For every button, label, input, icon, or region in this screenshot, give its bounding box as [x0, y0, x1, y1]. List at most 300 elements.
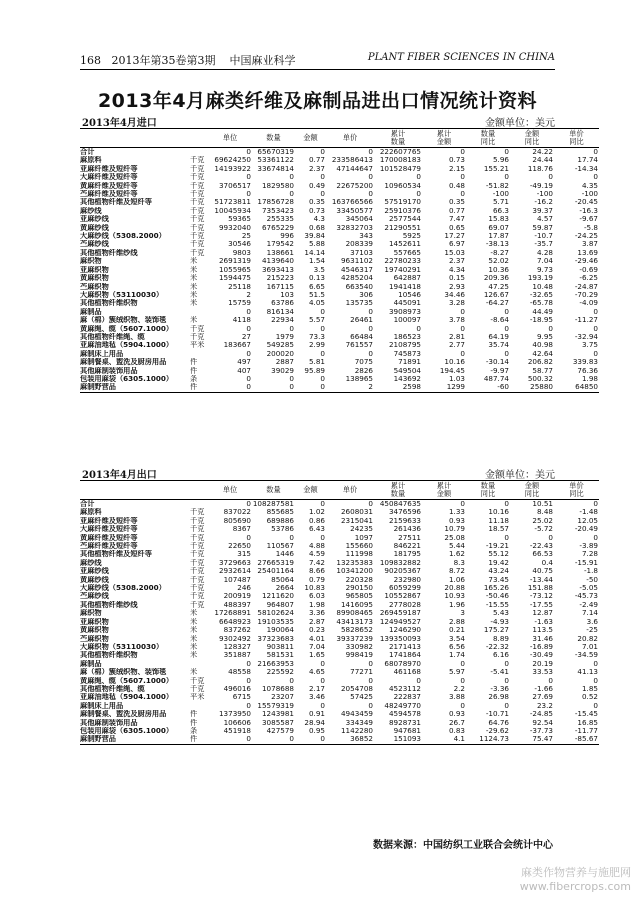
- value-cell: 0: [460, 307, 465, 316]
- value-cell: 17.74: [577, 156, 598, 165]
- value-cell: 1097: [354, 533, 373, 542]
- unit-cell: 米: [190, 265, 198, 274]
- value-cell: 10546: [398, 290, 421, 299]
- value-cell: 76.36: [577, 366, 598, 375]
- value-cell: 58.77: [532, 366, 553, 375]
- value-cell: 17.27: [444, 232, 465, 241]
- value-cell: 2608031: [340, 508, 373, 517]
- value-cell: 0.23: [308, 626, 325, 635]
- value-cell: 39.84: [304, 232, 325, 241]
- row-label: 亚麻油地毡（5904.1000）: [80, 341, 174, 350]
- value-cell: 0.93: [448, 710, 465, 719]
- row-label: 其他植物纤维纱线: [80, 600, 138, 609]
- table-row: [80, 534, 599, 542]
- value-cell: 33.53: [532, 668, 553, 677]
- table-row: [80, 182, 599, 190]
- value-cell: 25880: [510, 383, 554, 392]
- value-cell: -1.63: [534, 617, 553, 626]
- unit-cell: [188, 350, 208, 358]
- value-cell: 7.04: [308, 642, 325, 651]
- table-row: [80, 677, 599, 685]
- value-cell: 151093: [374, 735, 422, 744]
- column-header: [80, 129, 188, 148]
- value-cell: 0: [416, 173, 421, 182]
- value-cell: 209.36: [483, 274, 509, 283]
- value-cell: 64850: [554, 383, 599, 392]
- value-cell: -38.13: [485, 240, 509, 249]
- row-label: 黄麻纱线: [80, 223, 109, 232]
- value-cell: 500.32: [527, 374, 553, 383]
- value-cell: 1246290: [388, 626, 421, 635]
- value-cell: 52.02: [488, 257, 509, 266]
- value-cell: 8.48: [536, 508, 553, 517]
- value-cell: 206.82: [527, 358, 553, 367]
- unit-cell: 千克: [190, 190, 205, 199]
- value-cell: 965805: [345, 592, 373, 601]
- value-cell: 3.5: [313, 265, 325, 274]
- export-unit-note: 金额单位：美元: [485, 470, 555, 481]
- unit-cell: 米: [190, 257, 198, 266]
- value-cell: 39.37: [532, 206, 553, 215]
- value-cell: 0: [295, 735, 326, 744]
- column-header: 单价: [326, 481, 374, 500]
- import-unit-note: 金额单位：美元: [485, 118, 555, 129]
- row-label: 麻制野营品: [80, 735, 188, 744]
- row-label: 大麻纱线（5308.2000）: [80, 232, 166, 241]
- value-cell: 233586413: [331, 156, 373, 165]
- row-label: 合计: [80, 147, 95, 156]
- value-cell: 53361122: [257, 156, 294, 165]
- unit-cell: 米: [190, 609, 198, 618]
- value-cell: 805690: [223, 516, 251, 525]
- table-row: [80, 727, 599, 735]
- value-cell: 20.82: [577, 634, 598, 643]
- value-cell: -65.78: [529, 299, 553, 308]
- value-cell: 0: [460, 324, 465, 333]
- row-label: 苎麻纱线: [80, 240, 109, 249]
- value-cell: 4.65: [308, 668, 325, 677]
- value-cell: 0: [368, 190, 373, 199]
- value-cell: 0: [460, 190, 465, 199]
- column-header: 累计 数量: [374, 129, 422, 148]
- table-row: [80, 601, 599, 609]
- value-cell: 109832882: [379, 558, 421, 567]
- value-cell: 10.93: [444, 592, 465, 601]
- value-cell: 745873: [393, 349, 421, 358]
- value-cell: 0: [504, 349, 509, 358]
- row-label: 苎麻纱线: [80, 592, 109, 601]
- value-cell: 6059299: [388, 584, 421, 593]
- value-cell: 0.73: [308, 206, 325, 215]
- unit-cell: 平米: [190, 693, 205, 702]
- table-row: [80, 274, 599, 282]
- value-cell: 0: [246, 676, 251, 685]
- row-label: 大麻纱线（5308.2000）: [80, 584, 166, 593]
- value-cell: 6.16: [492, 651, 509, 660]
- value-cell: 111998: [345, 550, 373, 559]
- value-cell: 6715: [232, 693, 251, 702]
- row-label: 合计: [80, 499, 95, 508]
- value-cell: 330982: [345, 642, 373, 651]
- value-cell: 0: [320, 349, 325, 358]
- value-cell: 2.37: [308, 164, 325, 173]
- value-cell: -64.27: [485, 299, 509, 308]
- value-cell: 7.28: [581, 550, 598, 559]
- watermark-text: 麻类作物营养与施肥网 www.fibercrops.com: [519, 866, 631, 893]
- value-cell: 3.88: [448, 693, 465, 702]
- value-cell: 6.03: [308, 592, 325, 601]
- unit-cell: 米: [190, 651, 198, 660]
- value-cell: 0.77: [308, 156, 325, 165]
- value-cell: 0.83: [448, 726, 465, 735]
- value-cell: 0: [246, 659, 251, 668]
- value-cell: 33674814: [257, 164, 294, 173]
- value-cell: 7.14: [581, 609, 598, 618]
- value-cell: 4.34: [448, 265, 465, 274]
- value-cell: 1373950: [218, 710, 251, 719]
- value-cell: 496016: [223, 684, 251, 693]
- row-label: 苎麻纤维及短纤等: [80, 542, 138, 551]
- data-source: 数据来源：中国纺织工业联合会统计中心: [373, 840, 553, 851]
- value-cell: 4.28: [536, 248, 553, 257]
- value-cell: 0: [460, 659, 465, 668]
- value-cell: 549285: [266, 341, 294, 350]
- value-cell: 138965: [345, 374, 373, 383]
- value-cell: 47144647: [336, 164, 373, 173]
- value-cell: 0.65: [448, 223, 465, 232]
- value-cell: -10.71: [485, 710, 509, 719]
- value-cell: 0: [246, 349, 251, 358]
- value-cell: 40.75: [532, 567, 553, 576]
- value-cell: -3.36: [490, 684, 509, 693]
- value-cell: 1.98: [308, 600, 325, 609]
- unit-cell: [188, 308, 208, 316]
- table-row: [80, 592, 599, 600]
- value-cell: 0: [246, 533, 251, 542]
- value-cell: 10.83: [304, 584, 325, 593]
- value-cell: 17268891: [214, 609, 251, 618]
- value-cell: 3: [460, 609, 465, 618]
- value-cell: 14.14: [304, 248, 325, 257]
- column-header: 单位: [208, 481, 252, 500]
- value-cell: 345064: [345, 215, 373, 224]
- value-cell: 13.69: [577, 248, 598, 257]
- value-cell: -16.89: [529, 642, 553, 651]
- value-cell: 2159633: [388, 516, 421, 525]
- value-cell: 163766566: [331, 198, 373, 207]
- value-cell: 139350093: [379, 634, 421, 643]
- value-cell: 4943459: [340, 710, 373, 719]
- import-header-row: [80, 129, 599, 148]
- table-row: [80, 550, 599, 558]
- unit-cell: 件: [188, 383, 208, 392]
- value-cell: 2.99: [308, 341, 325, 350]
- value-cell: 3706517: [218, 181, 251, 190]
- value-cell: 816134: [266, 307, 294, 316]
- page-title: 2013年4月麻类纤维及麻制品进出口情况统计资料: [97, 90, 538, 112]
- value-cell: 10.36: [488, 265, 509, 274]
- value-cell: 1979: [275, 332, 294, 341]
- value-cell: 0: [368, 676, 373, 685]
- unit-cell: 千克: [190, 558, 205, 567]
- value-cell: 17.87: [488, 232, 509, 241]
- table-row: [80, 249, 599, 257]
- value-cell: -11.77: [574, 726, 598, 735]
- value-cell: 2: [246, 290, 251, 299]
- value-cell: 208339: [345, 240, 373, 249]
- value-cell: 334349: [345, 718, 373, 727]
- value-cell: 351887: [223, 651, 251, 660]
- row-label: 其他麻制装饰用品: [80, 366, 138, 375]
- row-label: 包装用麻袋（6305.1000）: [80, 374, 174, 383]
- value-cell: 0: [504, 499, 509, 508]
- value-cell: 2.37: [448, 257, 465, 266]
- value-cell: 2932614: [218, 567, 251, 576]
- value-cell: 5828652: [340, 626, 373, 635]
- value-cell: 0: [252, 383, 295, 392]
- value-cell: 63786: [271, 299, 294, 308]
- value-cell: 7.47: [448, 215, 465, 224]
- value-cell: 30546: [228, 240, 251, 249]
- value-cell: 16.85: [577, 718, 598, 727]
- value-cell: 55.12: [488, 550, 509, 559]
- value-cell: 0.52: [581, 693, 598, 702]
- value-cell: 220328: [345, 575, 373, 584]
- value-cell: 13235383: [336, 558, 373, 567]
- value-cell: 25.08: [444, 533, 465, 542]
- value-cell: 59.87: [532, 223, 553, 232]
- value-cell: -10.7: [534, 232, 553, 241]
- value-cell: 0: [246, 307, 251, 316]
- value-cell: 155660: [345, 542, 373, 551]
- value-cell: 175.27: [483, 626, 509, 635]
- value-cell: 22650: [228, 542, 251, 551]
- value-cell: 0: [504, 701, 509, 710]
- export-heading: 2013年4月出口: [82, 470, 157, 481]
- value-cell: -22.43: [529, 542, 553, 551]
- value-cell: 0: [368, 173, 373, 182]
- unit-cell: 件: [190, 358, 198, 367]
- import-heading: 2013年4月进口: [82, 118, 157, 129]
- value-cell: 26.7: [448, 718, 465, 727]
- value-cell: 2108795: [388, 341, 421, 350]
- table-row: [80, 383, 599, 392]
- value-cell: 190064: [266, 626, 294, 635]
- table-row: [80, 358, 599, 366]
- value-cell: 2.15: [448, 164, 465, 173]
- column-header: 数量 同比: [466, 481, 510, 500]
- value-cell: -0.69: [579, 265, 598, 274]
- unit-cell: 千克: [190, 223, 205, 232]
- unit-cell: 千克: [190, 508, 205, 517]
- value-cell: 0: [504, 659, 509, 668]
- value-cell: 497: [237, 358, 251, 367]
- table-row: [80, 559, 599, 567]
- unit-cell: 千克: [190, 533, 205, 542]
- value-cell: 8.3: [453, 558, 465, 567]
- value-cell: -32.94: [574, 332, 598, 341]
- value-cell: 0: [289, 173, 294, 182]
- table-row: [80, 735, 599, 744]
- value-cell: 155.21: [483, 164, 509, 173]
- value-cell: 14193922: [214, 164, 251, 173]
- value-cell: -3.89: [579, 542, 598, 551]
- row-label: 麻织物: [80, 609, 102, 618]
- value-cell: 10045934: [214, 206, 251, 215]
- value-cell: 461168: [393, 668, 421, 677]
- column-header: 累计 金额: [422, 481, 466, 500]
- unit-cell: [188, 660, 208, 668]
- value-cell: -100: [581, 190, 598, 199]
- row-label: 其他植物纤维织物: [80, 299, 138, 308]
- value-cell: 2691319: [218, 257, 251, 266]
- value-cell: 1.02: [308, 508, 325, 517]
- value-cell: 10552867: [384, 592, 421, 601]
- unit-cell: 米: [190, 668, 198, 677]
- unit-cell: 平米: [190, 341, 205, 350]
- table-row: [80, 668, 599, 676]
- unit-cell: 千克: [190, 215, 205, 224]
- table-row: [80, 165, 599, 173]
- table-row: [80, 207, 599, 215]
- value-cell: 51723811: [214, 198, 251, 207]
- value-cell: 451918: [223, 726, 251, 735]
- row-label: 苎麻纤维及短纤等: [80, 190, 138, 199]
- row-label: 亚麻油地毡（5904.1000）: [80, 693, 174, 702]
- value-cell: 0: [289, 533, 294, 542]
- unit-cell: 千克: [190, 550, 205, 559]
- value-cell: 5.57: [308, 316, 325, 325]
- value-cell: 0: [416, 676, 421, 685]
- value-cell: 1446: [275, 550, 294, 559]
- value-cell: 66484: [350, 332, 373, 341]
- value-cell: 2.2: [453, 684, 465, 693]
- value-cell: 0: [320, 307, 325, 316]
- value-cell: -19.21: [485, 542, 509, 551]
- value-cell: 20.19: [532, 659, 553, 668]
- column-header: 累计 金额: [422, 129, 466, 148]
- value-cell: 92.54: [532, 718, 553, 727]
- row-label: 苎麻织物: [80, 634, 109, 643]
- journal-en: PLANT FIBER SCIENCES IN CHINA: [367, 52, 555, 63]
- value-cell: 0: [504, 173, 509, 182]
- unit-cell: 千克: [190, 684, 205, 693]
- value-cell: -2.49: [579, 600, 598, 609]
- value-cell: 0: [593, 324, 598, 333]
- table-row: [80, 576, 599, 584]
- value-cell: 20.88: [444, 584, 465, 593]
- value-cell: 25401164: [257, 567, 294, 576]
- value-cell: 0: [295, 383, 326, 392]
- value-cell: 6.97: [448, 240, 465, 249]
- export-body: [80, 500, 599, 745]
- unit-cell: 米: [190, 290, 198, 299]
- value-cell: 0: [368, 324, 373, 333]
- value-cell: 0: [368, 701, 373, 710]
- value-cell: 246: [237, 584, 251, 593]
- value-cell: 2577544: [388, 215, 421, 224]
- value-cell: 9803: [232, 248, 251, 257]
- value-cell: 1416095: [340, 600, 373, 609]
- value-cell: 0: [460, 499, 465, 508]
- value-cell: 0: [460, 349, 465, 358]
- value-cell: 0: [368, 349, 373, 358]
- value-cell: 68078970: [384, 659, 421, 668]
- unit-cell: 米: [190, 299, 198, 308]
- value-cell: 33450577: [336, 206, 373, 215]
- value-cell: 6.43: [308, 525, 325, 534]
- value-cell: 4546317: [340, 265, 373, 274]
- value-cell: 11.18: [488, 516, 509, 525]
- table-row: [80, 232, 599, 240]
- unit-cell: 千克: [190, 676, 205, 685]
- value-cell: -20.49: [574, 525, 598, 534]
- table-row: [80, 257, 599, 265]
- value-cell: 0: [593, 533, 598, 542]
- value-cell: 996: [280, 232, 294, 241]
- value-cell: 181795: [393, 550, 421, 559]
- value-cell: 27.69: [532, 693, 553, 702]
- table-row: [80, 156, 599, 164]
- value-cell: 35.74: [488, 341, 509, 350]
- value-cell: -5.72: [534, 525, 553, 534]
- value-cell: -5.05: [579, 584, 598, 593]
- value-cell: 9631102: [340, 257, 373, 266]
- value-cell: 43.24: [488, 567, 509, 576]
- value-cell: 12.87: [532, 609, 553, 618]
- value-cell: -6.25: [579, 274, 598, 283]
- value-cell: 0: [368, 147, 373, 156]
- column-header: [188, 481, 208, 500]
- value-cell: 3.6: [586, 617, 598, 626]
- value-cell: -5.41: [490, 668, 509, 677]
- table-row: [80, 584, 599, 592]
- value-cell: 0: [320, 676, 325, 685]
- value-cell: 138661: [266, 248, 294, 257]
- unit-cell: [188, 702, 208, 710]
- value-cell: 4.35: [581, 181, 598, 190]
- value-cell: 0: [289, 324, 294, 333]
- row-label: 包装用麻袋（6305.1000）: [80, 726, 174, 735]
- table-row: [80, 308, 599, 316]
- value-cell: 222607765: [379, 147, 421, 156]
- value-cell: -15.55: [485, 600, 509, 609]
- value-cell: 22780233: [384, 257, 421, 266]
- value-cell: 47.25: [488, 282, 509, 291]
- unit-cell: 米: [190, 634, 198, 643]
- value-cell: 19103535: [257, 617, 294, 626]
- value-cell: -16.2: [534, 198, 553, 207]
- value-cell: 135735: [345, 299, 373, 308]
- value-cell: 0: [246, 173, 251, 182]
- value-cell: 1829580: [261, 181, 294, 190]
- value-cell: 0: [460, 147, 465, 156]
- value-cell: 1594475: [218, 274, 251, 283]
- value-cell: 689886: [266, 516, 294, 525]
- value-cell: 36852: [326, 735, 374, 744]
- value-cell: 269459187: [379, 609, 421, 618]
- table-row: [80, 635, 599, 643]
- value-cell: 0: [460, 701, 465, 710]
- unit-cell: [188, 500, 208, 509]
- value-cell: 407: [237, 366, 251, 375]
- value-cell: 143692: [393, 374, 421, 383]
- table-row: [80, 291, 599, 299]
- value-cell: 64.19: [488, 332, 509, 341]
- column-header: 单位: [208, 129, 252, 148]
- value-cell: -5.8: [583, 223, 598, 232]
- value-cell: 0: [593, 659, 598, 668]
